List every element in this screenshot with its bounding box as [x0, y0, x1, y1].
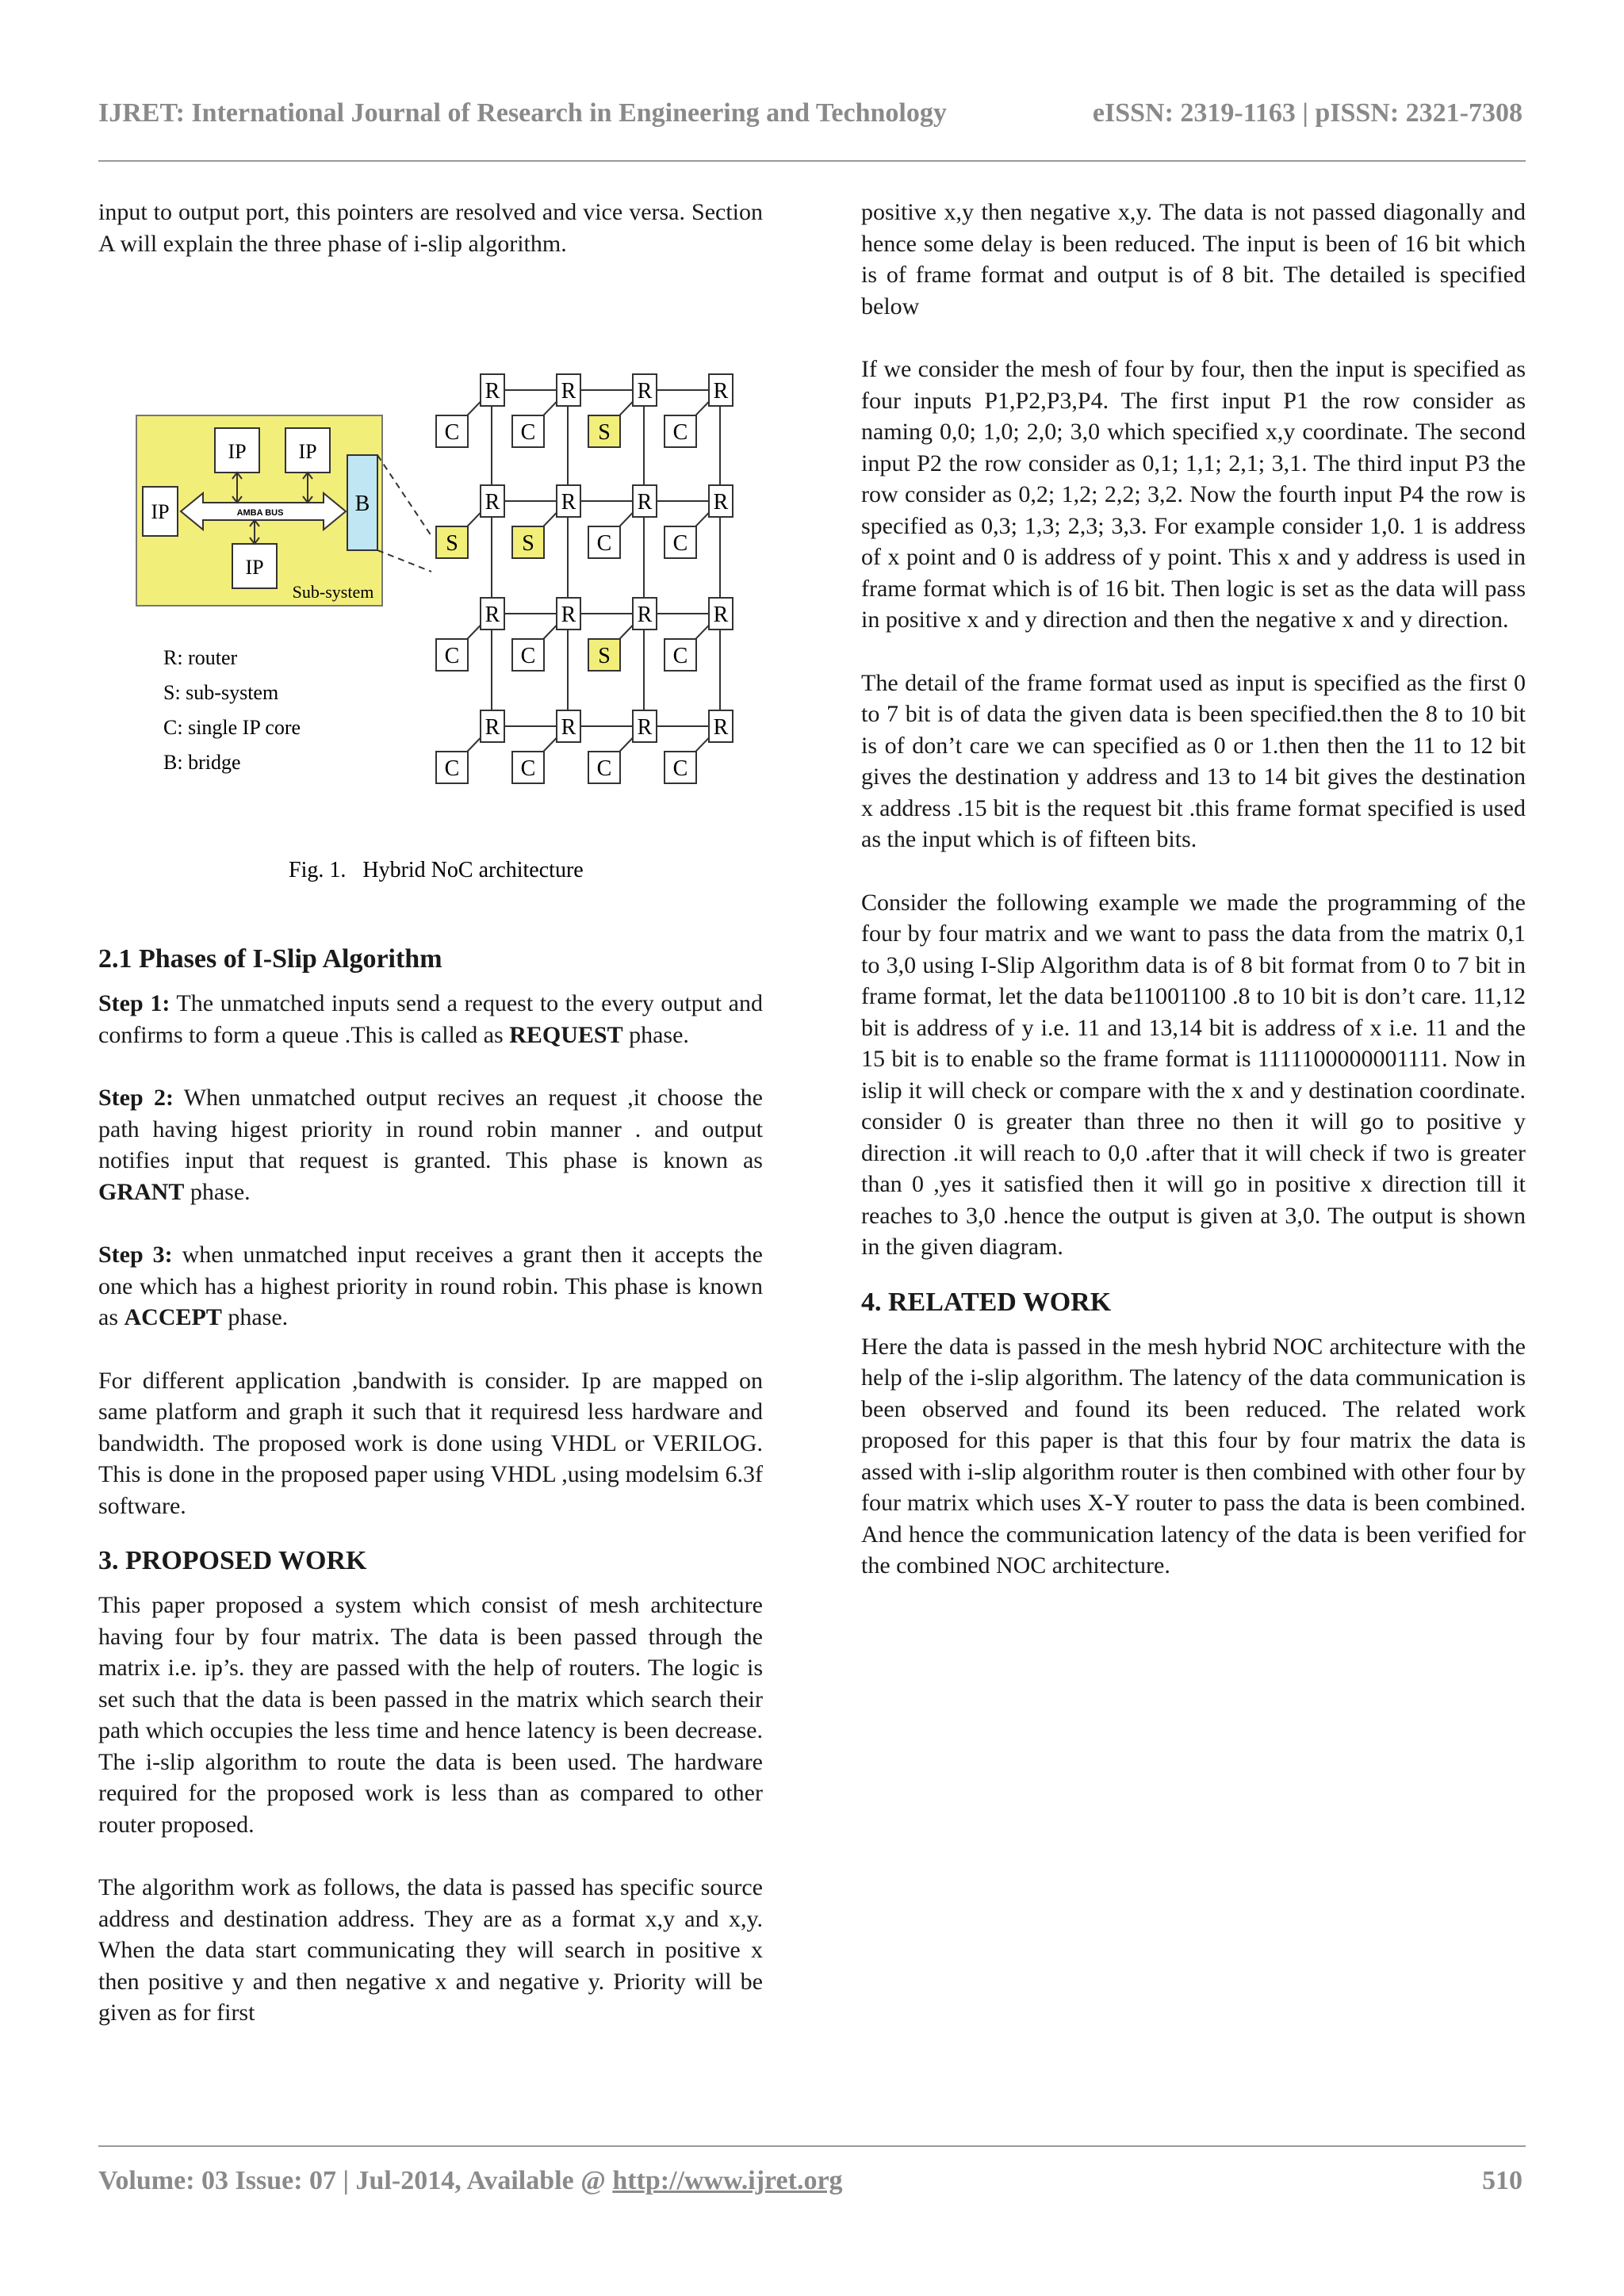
router-node: R: [485, 715, 500, 740]
router-node: R: [637, 603, 653, 627]
subsystem-node: S: [446, 531, 458, 556]
router-node: R: [637, 715, 653, 740]
mesh-nodes: [436, 374, 733, 783]
router-node: R: [713, 490, 729, 515]
right-paragraph-1: positive x,y then negative x,y. The data is not passed diagonally and hence some delay is been reduced. The input is been of 16 bit which is of frame format and output is of 8 bit. The detailed is specified below: [861, 199, 1526, 320]
bandwidth-paragraph: For different application ,bandwith is consider. Ip are mapped on same platform and graph it such that it requiresd less hardware and bandwidth. The proposed work is done using VHDL or VERILOG. This is done in the proposed paper using VHDL ,using modelsim 6.3f software.: [98, 1367, 763, 1519]
figure-caption: Fig. 1. Hybrid NoC architecture: [289, 858, 584, 882]
core-node: C: [520, 756, 536, 781]
ip-label: IP: [245, 556, 264, 579]
core-node: C: [672, 756, 688, 781]
section-heading-4: 4. RELATED WORK: [861, 1287, 1112, 1317]
legend-item: B: bridge: [163, 751, 241, 774]
router-node: R: [713, 603, 729, 627]
step-3: Step 3: when unmatched input receives a grant then it accepts the one which has a highest priority in round robin. This phase is known as ACCEPT phase.: [98, 1242, 763, 1330]
intro-paragraph: input to output port, this pointers are resolved and vice versa. Section A will explain the three phase of i-slip algorithm.: [98, 199, 763, 257]
left-intro: [98, 197, 763, 291]
proposed-work-paragraph-2: The algorithm work as follows, the data is passed has specific source address and destination address. They are as a format x,y and x,y. When the data start communicating they will search in positive x then positive y and then negative x and negative y. Priority will be given as for first: [98, 1874, 763, 2026]
core-node: C: [596, 756, 612, 781]
journal-title: IJRET: International Journal of Research in Engineering and Technology: [98, 98, 947, 128]
page-number: 510: [1482, 2166, 1522, 2195]
core-node: C: [520, 420, 536, 445]
legend-item: R: router: [163, 646, 238, 669]
core-node: C: [444, 420, 460, 445]
ip-label: IP: [228, 440, 247, 463]
core-node: C: [444, 756, 460, 781]
core-node: C: [672, 420, 688, 445]
core-node: C: [596, 531, 612, 556]
subsystem-node: S: [598, 644, 611, 668]
router-node: R: [713, 715, 729, 740]
section-heading-3: 3. PROPOSED WORK: [98, 1546, 367, 1575]
ip-label: IP: [151, 500, 170, 523]
section-heading-2-1: 2.1 Phases of I-Slip Algorithm: [98, 944, 442, 974]
proposed-work-paragraph-1: This paper proposed a system which consist of mesh architecture having four by four matrix. The data is been passed through the matrix i.e. ip’s. they are passed with the help of routers. The logic is set such that the data is been passed in the matrix which search their path which occupies the less time and hence latency is been decrease. The i-slip algorithm to route the data is been used. The hardware required for the proposed work is less than as compared to other router proposed.: [98, 1592, 763, 1838]
legend-item: S: sub-system: [163, 681, 279, 704]
page-footer: [98, 2166, 1522, 2198]
step-1: Step 1: The unmatched inputs send a request to the every output and confirms to form a queue .This is called as REQUEST phase.: [98, 990, 763, 1048]
router-node: R: [637, 379, 653, 404]
bridge-label: B: [354, 492, 370, 516]
subsystem-node: S: [598, 420, 611, 445]
hybrid-noc-figure: [125, 354, 768, 893]
volume-info: Volume: 03 Issue: 07 | Jul-2014, Available @ http://www.ijret.org: [98, 2166, 843, 2195]
router-node: R: [713, 379, 729, 404]
right-paragraph-3: The detail of the frame format used as input is specified as the first 0 to 7 bit is of data the given data is been specified.then the 8 to 10 bit is of don’t care we can specified as 0 or 1.then then the 11 to 12 bit gives the destination y address and 13 to 14 bit gives the destination x address .15 bit is the request bit .this frame format specified is used as the input which is of fifteen bits.: [861, 669, 1526, 852]
router-node: R: [485, 490, 500, 515]
core-node: C: [520, 644, 536, 668]
related-work-paragraph: Here the data is passed in the mesh hybrid NOC architecture with the help of the i-slip algorithm. The latency of the data communication is been observed and found its been reduced. The related work proposed for this paper is that this four by four matrix the data is assed with i-slip algorithm router is then combined with other four by four matrix which uses X-Y router to pass the data is been combined. And hence the communication latency of the data is been verified for the combined NOC architecture.: [861, 1333, 1526, 1578]
subsystem-label: Sub-system: [292, 582, 374, 602]
header-rule: [98, 160, 1526, 162]
router-node: R: [485, 603, 500, 627]
router-node: R: [561, 490, 576, 515]
router-node: R: [561, 715, 576, 740]
router-node: R: [485, 379, 500, 404]
legend-item: C: single IP core: [163, 716, 301, 739]
journal-link[interactable]: http://www.ijret.org: [612, 2166, 843, 2195]
ip-label: IP: [298, 440, 317, 463]
core-node: C: [444, 644, 460, 668]
footer-rule: [98, 2145, 1526, 2147]
right-paragraph-2: If we consider the mesh of four by four, then the input is specified as four inputs P1,P2,P3,P4. The first input P1 the row consider as naming 0,0; 1,0; 2,0; 3,0 which specified x,y coordinate. The second input P2 the row consider as 0,1; 1,1; 2,1; 3,1. The third input P3 the row consider as 0,2; 1,2; 2,2; 3,2. Now the fourth input P4 the row is specified as 0,3; 1,3; 2,3; 3,3. For example consider 1,0. 1 is address of x point and 0 is address of y point. This x and y address is used in frame format which is of 16 bit. Then logic is set as the data will pass in positive x and y direction and then the negative x and y direction.: [861, 356, 1526, 633]
core-node: C: [672, 531, 688, 556]
left-column-body: [98, 942, 763, 2061]
step-2: Step 2: When unmatched output recives an request ,it choose the path having higest priority in round robin manner . and output notifies input that request is granted. This phase is known as GRANT phase.: [98, 1085, 763, 1205]
figure-legend: [163, 646, 301, 774]
core-node: C: [672, 644, 688, 668]
right-column: [861, 197, 1526, 1613]
router-node: R: [561, 603, 576, 627]
page-header: [98, 98, 1522, 130]
router-node: R: [637, 490, 653, 515]
amba-bus-label: AMBA BUS: [236, 508, 284, 518]
issn: eISSN: 2319-1163 | pISSN: 2321-7308: [1092, 98, 1522, 128]
subsystem-node: S: [522, 531, 534, 556]
right-paragraph-4: Consider the following example we made the programming of the four by four matrix and we want to pass the data from the matrix 0,1 to 3,0 using I-Slip Algorithm data is of 8 bit format from 0 to 7 bit in frame format, let the data be11001100 .8 to 10 bit is don’t care. 11,12 bit is address of y i.e. 11 and 13,14 bit is address of x i.e. 11 and the 15 bit is to enable so the frame format is 1111100000001111. Now in islip it will check or compare with the x and y destination coordinate. consider 0 is greater than three no then it will go to positive y direction .it will reach to 0,0 .after that it will check if two is greater than 0 ,yes it satisfied then it will go in positive x direction till it reaches to 3,0 .hence the output is given at 3,0. The output is shown in the given diagram.: [861, 889, 1526, 1260]
router-node: R: [561, 379, 576, 404]
